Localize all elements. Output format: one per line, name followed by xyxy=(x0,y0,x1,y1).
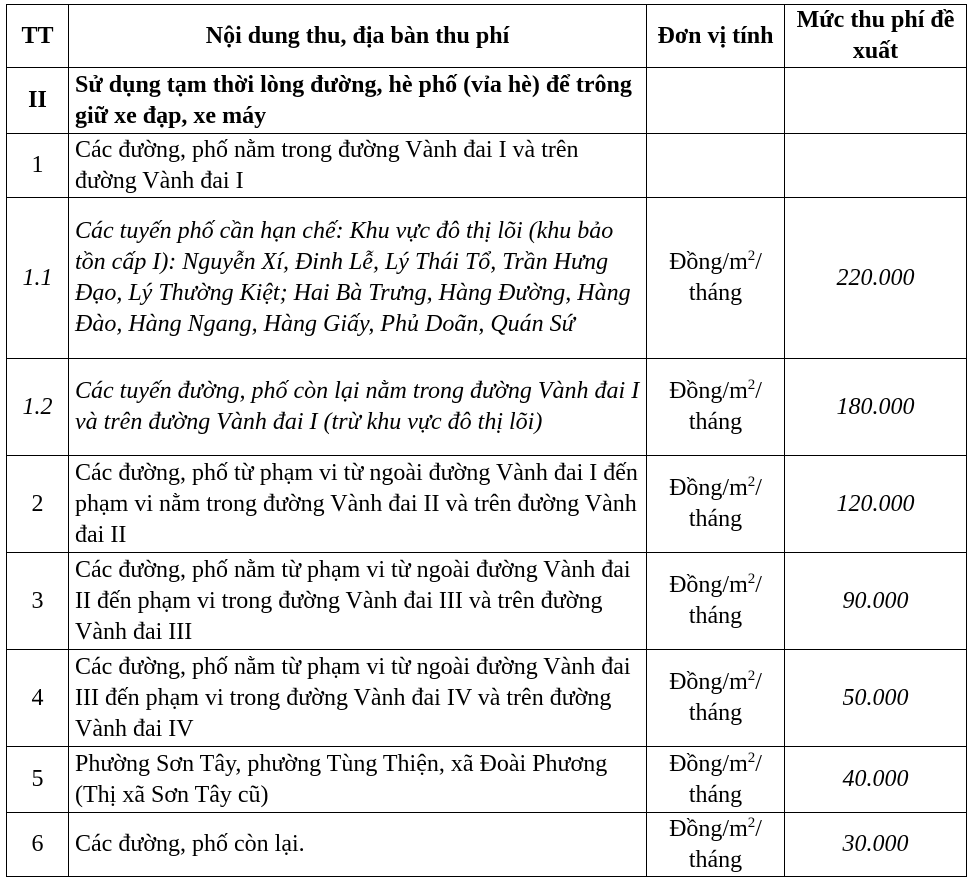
unit-slash: / xyxy=(755,815,762,842)
row-content: Các đường, phố nằm trong đường Vành đai I và trên đường Vành đai I xyxy=(69,134,647,198)
table-row-section-ii xyxy=(7,68,967,134)
row-content: Các đường, phố còn lại. xyxy=(69,813,647,877)
row-content: Các đường, phố từ phạm vi từ ngoài đường Vành đai I đến phạm vi nằm trong đường Vành đai II và trên đường Vành đai II xyxy=(69,456,647,553)
row-content: Các tuyến đường, phố còn lại nằm trong đường Vành đai I và trên đường Vành đai I (trừ khu vực đô thị lõi) xyxy=(69,359,647,456)
row-number: 1.2 xyxy=(7,359,69,456)
unit-exponent: 2 xyxy=(747,571,756,587)
unit-main: Đồng/m xyxy=(669,669,748,695)
header-fee: Mức thu phí đề xuất xyxy=(785,5,967,68)
row-number: 5 xyxy=(7,747,69,813)
unit-sub: tháng xyxy=(688,846,743,873)
unit-exponent: 2 xyxy=(747,749,756,766)
row-number: 1 xyxy=(7,134,69,198)
unit-sub: tháng xyxy=(688,700,743,726)
unit-exponent: 2 xyxy=(747,377,756,393)
row-number: 1.1 xyxy=(7,198,69,359)
table-row-3 xyxy=(7,553,967,650)
fee-table xyxy=(6,4,967,877)
row-fee: 120.000 xyxy=(785,456,967,553)
row-fee: 220.000 xyxy=(785,198,967,359)
row-number: 2 xyxy=(7,456,69,553)
row-fee: 50.000 xyxy=(785,650,967,747)
unit-slash: / xyxy=(755,669,762,695)
table-row-1 xyxy=(7,134,967,198)
table-row-1-2 xyxy=(7,359,967,456)
row-number: 4 xyxy=(7,650,69,747)
row-unit xyxy=(647,134,785,198)
row-content: Phường Sơn Tây, phường Tùng Thiện, xã Đoài Phương (Thị xã Sơn Tây cũ) xyxy=(69,747,647,813)
unit-exponent: 2 xyxy=(747,474,756,490)
unit-main: Đồng/m xyxy=(669,249,748,275)
row-number: II xyxy=(7,68,69,134)
unit-sub: tháng xyxy=(688,506,743,532)
row-number: 3 xyxy=(7,553,69,650)
header-content: Nội dung thu, địa bàn thu phí xyxy=(69,5,647,68)
unit-slash: / xyxy=(755,572,762,598)
unit-sub: tháng xyxy=(688,781,743,808)
row-fee xyxy=(785,134,967,198)
unit-slash: / xyxy=(755,378,762,404)
row-fee: 180.000 xyxy=(785,359,967,456)
header-tt: TT xyxy=(7,5,69,68)
row-unit xyxy=(647,68,785,134)
table-row-4 xyxy=(7,650,967,747)
row-content: Các tuyến phố cần hạn chế: Khu vực đô thị lõi (khu bảo tồn cấp I): Nguyễn Xí, Đinh Lễ, Lý Thái Tổ, Trần Hưng Đạo, Lý Thường Kiệt; Hai Bà Trưng, Hàng Đường, Hàng Đào, Hàng Ngang, Hàng Giấy, Phủ Doãn, Quán Sứ xyxy=(69,198,647,359)
unit-sub: tháng xyxy=(688,603,743,629)
header-unit: Đơn vị tính xyxy=(647,5,785,68)
table-row-6 xyxy=(7,813,967,877)
unit-exponent: 2 xyxy=(747,248,756,264)
unit-exponent: 2 xyxy=(747,814,756,831)
row-unit xyxy=(647,456,785,553)
row-fee xyxy=(785,68,967,134)
table-row-2 xyxy=(7,456,967,553)
unit-slash: / xyxy=(755,475,762,501)
row-content: Các đường, phố nằm từ phạm vi từ ngoài đường Vành đai III đến phạm vi trong đường Vành đai IV và trên đường Vành đai IV xyxy=(69,650,647,747)
unit-slash: / xyxy=(755,249,762,275)
unit-main: Đồng/m xyxy=(669,572,748,598)
table-row-1-1 xyxy=(7,198,967,359)
row-unit xyxy=(647,198,785,359)
row-content: Sử dụng tạm thời lòng đường, hè phố (vỉa hè) để trông giữ xe đạp, xe máy xyxy=(69,68,647,134)
row-fee: 90.000 xyxy=(785,553,967,650)
unit-main: Đồng/m xyxy=(669,815,748,842)
row-fee: 30.000 xyxy=(785,813,967,877)
row-number: 6 xyxy=(7,813,69,877)
row-unit xyxy=(647,747,785,813)
row-unit xyxy=(647,359,785,456)
unit-slash: / xyxy=(755,750,762,777)
row-fee: 40.000 xyxy=(785,747,967,813)
row-content: Các đường, phố nằm từ phạm vi từ ngoài đường Vành đai II đến phạm vi trong đường Vành đai III và trên đường Vành đai III xyxy=(69,553,647,650)
row-unit xyxy=(647,650,785,747)
unit-main: Đồng/m xyxy=(669,378,748,404)
unit-sub: tháng xyxy=(688,409,743,435)
unit-exponent: 2 xyxy=(747,668,756,684)
unit-sub: tháng xyxy=(688,280,743,306)
row-unit xyxy=(647,553,785,650)
table-row-5 xyxy=(7,747,967,813)
unit-main: Đồng/m xyxy=(669,750,748,777)
header-row xyxy=(7,5,967,68)
unit-main: Đồng/m xyxy=(669,475,748,501)
row-unit xyxy=(647,813,785,877)
